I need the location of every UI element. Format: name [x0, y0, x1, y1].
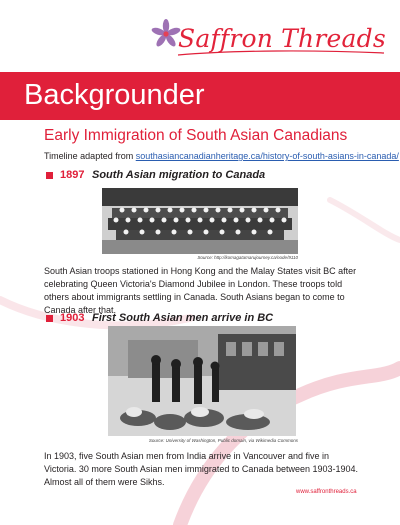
event-description: South Asian troops stationed in Hong Kong and the Malay States visit BC after celebrating Queen Victoria's Diamond Jubilee in London. These troops told others about immigrants settling in Canada. South Asians began to come to Canada after that. [44, 266, 357, 315]
timeline-source [44, 151, 399, 161]
troops-group-photo [102, 188, 298, 254]
footer-url[interactable]: www.saffronthreads.ca [296, 489, 357, 495]
event-year: 1897 [60, 169, 85, 181]
brand-logo [150, 16, 390, 60]
photo-caption: Source: University of Washington, Public domain, via Wikimedia Commons [148, 438, 298, 443]
event-title: First South Asian men arrive in BC [92, 312, 274, 324]
event-description: In 1903, five South Asian men from India arrive in Vancouver and five in Victoria. 30 more South Asian men immigrated to Canada between 1903-1904. Almost all of them were Sikhs. [44, 451, 359, 487]
section-heading: Early Immigration of South Asian Canadians [44, 127, 348, 144]
arrival-photo [108, 326, 296, 436]
timeline-source-link[interactable]: southasiancanadianheritage.ca/history-of-south-asians-in-canada/ [135, 151, 399, 161]
title-banner [0, 72, 400, 120]
event-title: South Asian migration to Canada [92, 169, 266, 181]
bullet-marker [46, 172, 53, 179]
brand-name: Saffron Threads [178, 24, 386, 53]
photo-caption: Source: http://komagatamarujourney.ca/node/9110 [197, 255, 298, 260]
page-title: Backgrounder [24, 79, 205, 111]
brand-swash [176, 48, 386, 58]
bullet-marker [46, 315, 53, 322]
event-year: 1903 [60, 312, 85, 324]
timeline-prefix: Timeline adapted from [44, 151, 136, 161]
